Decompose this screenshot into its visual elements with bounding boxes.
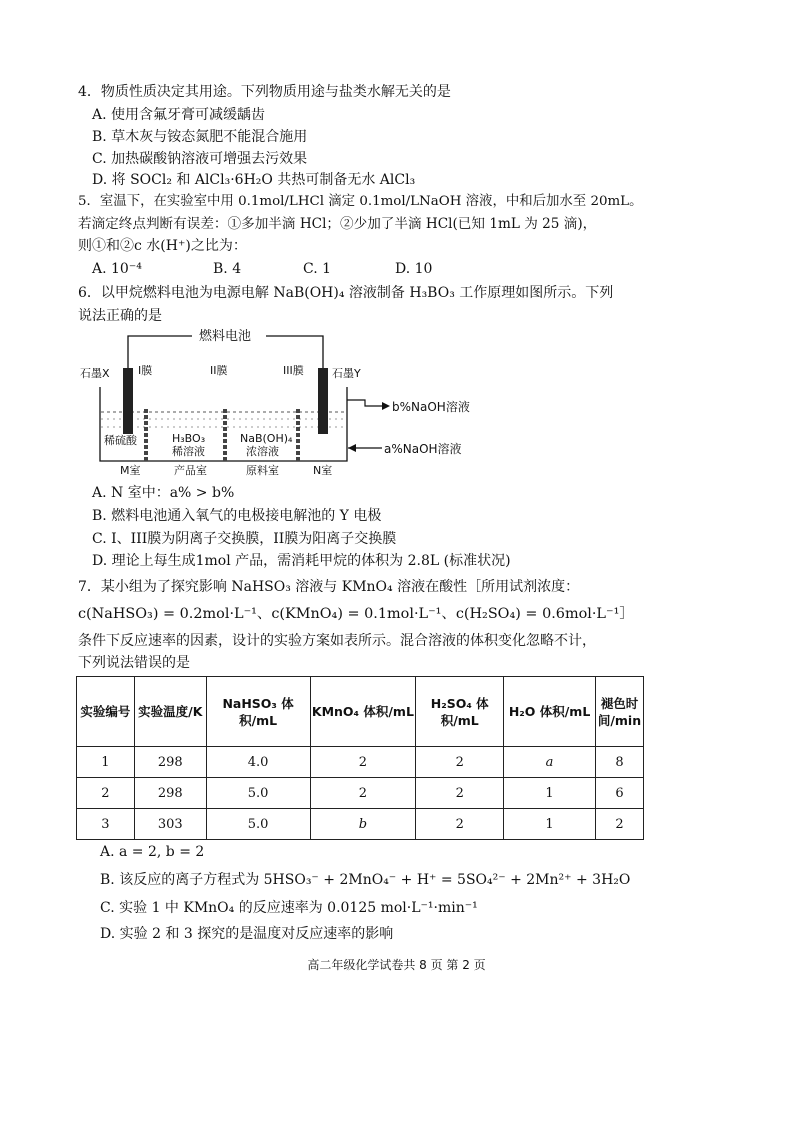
graphite-x-electrode	[123, 368, 133, 434]
table-cell: 298	[134, 747, 206, 778]
table-cell: 1	[504, 809, 596, 840]
table-row	[77, 778, 644, 809]
q7-line3: 条件下反应速率的因素，设计的实验方案如表所示。混合溶液的体积变化忽略不计，	[78, 633, 596, 649]
table-cell: 2	[310, 778, 416, 809]
table-header: H₂O 体积/mL	[504, 677, 596, 747]
table-cell: 2	[595, 809, 643, 840]
q7-line4: 下列说法错误的是	[78, 655, 190, 671]
q7-option-b: B. 该反应的离子方程式为 5HSO₃⁻ + 2MnO₄⁻ + H⁺ = 5SO₄²⁻ + 2Mn²⁺ + 3H₂O	[100, 872, 631, 888]
table-cell: 2	[416, 747, 504, 778]
q5-option-b: B. 4	[213, 261, 242, 277]
q4-option-d: D. 将 SOCl₂ 和 AlCl₃·6H₂O 共热可制备无水 AlCl₃	[92, 172, 416, 188]
graphite-y-label: 石墨Y	[332, 367, 361, 380]
table-cell: 2	[416, 809, 504, 840]
q5-line2: 若滴定终点判断有误差：①多加半滴 HCl；②少加了半滴 HCl(已知 1mL 为 25 滴)，	[78, 216, 597, 232]
outlet-pipe	[347, 400, 382, 406]
raw-room-liquid-2: 浓溶液	[246, 445, 279, 458]
graphite-y-electrode	[318, 368, 328, 434]
table-cell: 5.0	[206, 778, 310, 809]
table-header: H₂SO₄ 体积/mL	[416, 677, 504, 747]
q7-option-d: D. 实验 2 和 3 探究的是温度对反应速率的影响	[100, 926, 394, 942]
q6-option-d: D. 理论上每生成1mol 产品，需消耗甲烷的体积为 2.8L (标准状况)	[92, 553, 511, 569]
table-cell: 303	[134, 809, 206, 840]
room-m-label: M室	[120, 464, 141, 477]
q5-option-c: C. 1	[303, 261, 332, 277]
q4-option-a: A. 使用含氟牙膏可减缓龋齿	[92, 107, 266, 123]
table-header-row	[77, 677, 644, 747]
table-cell: 5.0	[206, 809, 310, 840]
outlet-arrow	[382, 402, 390, 410]
q6-option-a: A. N 室中：a% > b%	[92, 485, 235, 501]
q6-line2: 说法正确的是	[78, 308, 162, 324]
table-row	[77, 747, 644, 778]
table-cell: 1	[77, 747, 135, 778]
table-cell: 2	[310, 747, 416, 778]
q6-option-c: C. I、III膜为阴离子交换膜，II膜为阳离子交换膜	[92, 531, 397, 547]
table-cell: 298	[134, 778, 206, 809]
q7-line2: c(NaHSO₃) = 0.2mol·L⁻¹、c(KMnO₄) = 0.1mol·L⁻¹、c(H₂SO₄) = 0.6mol·L⁻¹］	[78, 606, 634, 622]
membrane-1-label: I膜	[138, 364, 153, 377]
table-cell: 4.0	[206, 747, 310, 778]
product-room-liquid-2: 稀溶液	[172, 445, 205, 458]
q6-line1: 6．以甲烷燃料电池为电源电解 NaB(OH)₄ 溶液制备 H₃BO₃ 工作原理如图所示。下列	[78, 285, 614, 301]
q4-option-c: C. 加热碳酸钠溶液可增强去污效果	[92, 151, 308, 167]
table-cell: a	[504, 747, 596, 778]
table-header: NaHSO₃ 体积/mL	[206, 677, 310, 747]
experiment-table	[76, 676, 644, 840]
m-room-liquid: 稀硫酸	[104, 434, 137, 447]
table-cell: 6	[595, 778, 643, 809]
table-header: 实验编号	[77, 677, 135, 747]
room-n-label: N室	[313, 464, 333, 477]
table-cell: 8	[595, 747, 643, 778]
q5-line3: 则①和②c 水(H⁺)之比为：	[78, 238, 247, 254]
q7-option-a: A. a = 2, b = 2	[100, 844, 205, 860]
q4-stem: 4．物质性质决定其用途。下列物质用途与盐类水解无关的是	[78, 84, 451, 100]
q6-option-b: B. 燃料电池通入氧气的电极接电解池的 Y 电极	[92, 508, 382, 524]
q5-option-a: A. 10⁻⁴	[92, 261, 142, 277]
q7-option-c: C. 实验 1 中 KMnO₄ 的反应速率为 0.0125 mol·L⁻¹·min⁻¹	[100, 900, 478, 916]
table-header: 实验温度/K	[134, 677, 206, 747]
table-cell: 2	[77, 778, 135, 809]
room-raw-label: 原料室	[246, 464, 279, 477]
inlet-label: a%NaOH溶液	[384, 442, 462, 456]
table-cell: b	[310, 809, 416, 840]
graphite-x-label: 石墨X	[80, 367, 110, 380]
table-cell: 3	[77, 809, 135, 840]
table-cell: 1	[504, 778, 596, 809]
product-room-liquid-1: H₃BO₃	[172, 432, 206, 445]
table-header: KMnO₄ 体积/mL	[310, 677, 416, 747]
electrolysis-diagram	[80, 324, 520, 484]
table-cell: 2	[416, 778, 504, 809]
raw-room-liquid-1: NaB(OH)₄	[240, 432, 293, 445]
page-footer: 高二年级化学试卷共 8 页 第 2 页	[307, 958, 486, 972]
q5-option-d: D. 10	[395, 261, 433, 277]
membrane-3-label: III膜	[283, 364, 304, 377]
fuel-cell-text: 燃料电池	[199, 329, 252, 344]
membrane-2-label: II膜	[210, 364, 228, 377]
q7-line1: 7．某小组为了探究影响 NaHSO₃ 溶液与 KMnO₄ 溶液在酸性［所用试剂浓度：	[78, 579, 580, 595]
outlet-label: b%NaOH溶液	[392, 400, 470, 414]
q5-line1: 5．室温下，在实验室中用 0.1mol/LHCl 滴定 0.1mol/LNaOH 溶液，中和后加水至 20mL。	[78, 194, 643, 209]
table-row	[77, 809, 644, 840]
q4-option-b: B. 草木灰与铵态氮肥不能混合施用	[92, 129, 308, 145]
table-header: 褪色时间/min	[595, 677, 643, 747]
inlet-arrow	[348, 444, 356, 452]
room-product-label: 产品室	[174, 464, 207, 477]
